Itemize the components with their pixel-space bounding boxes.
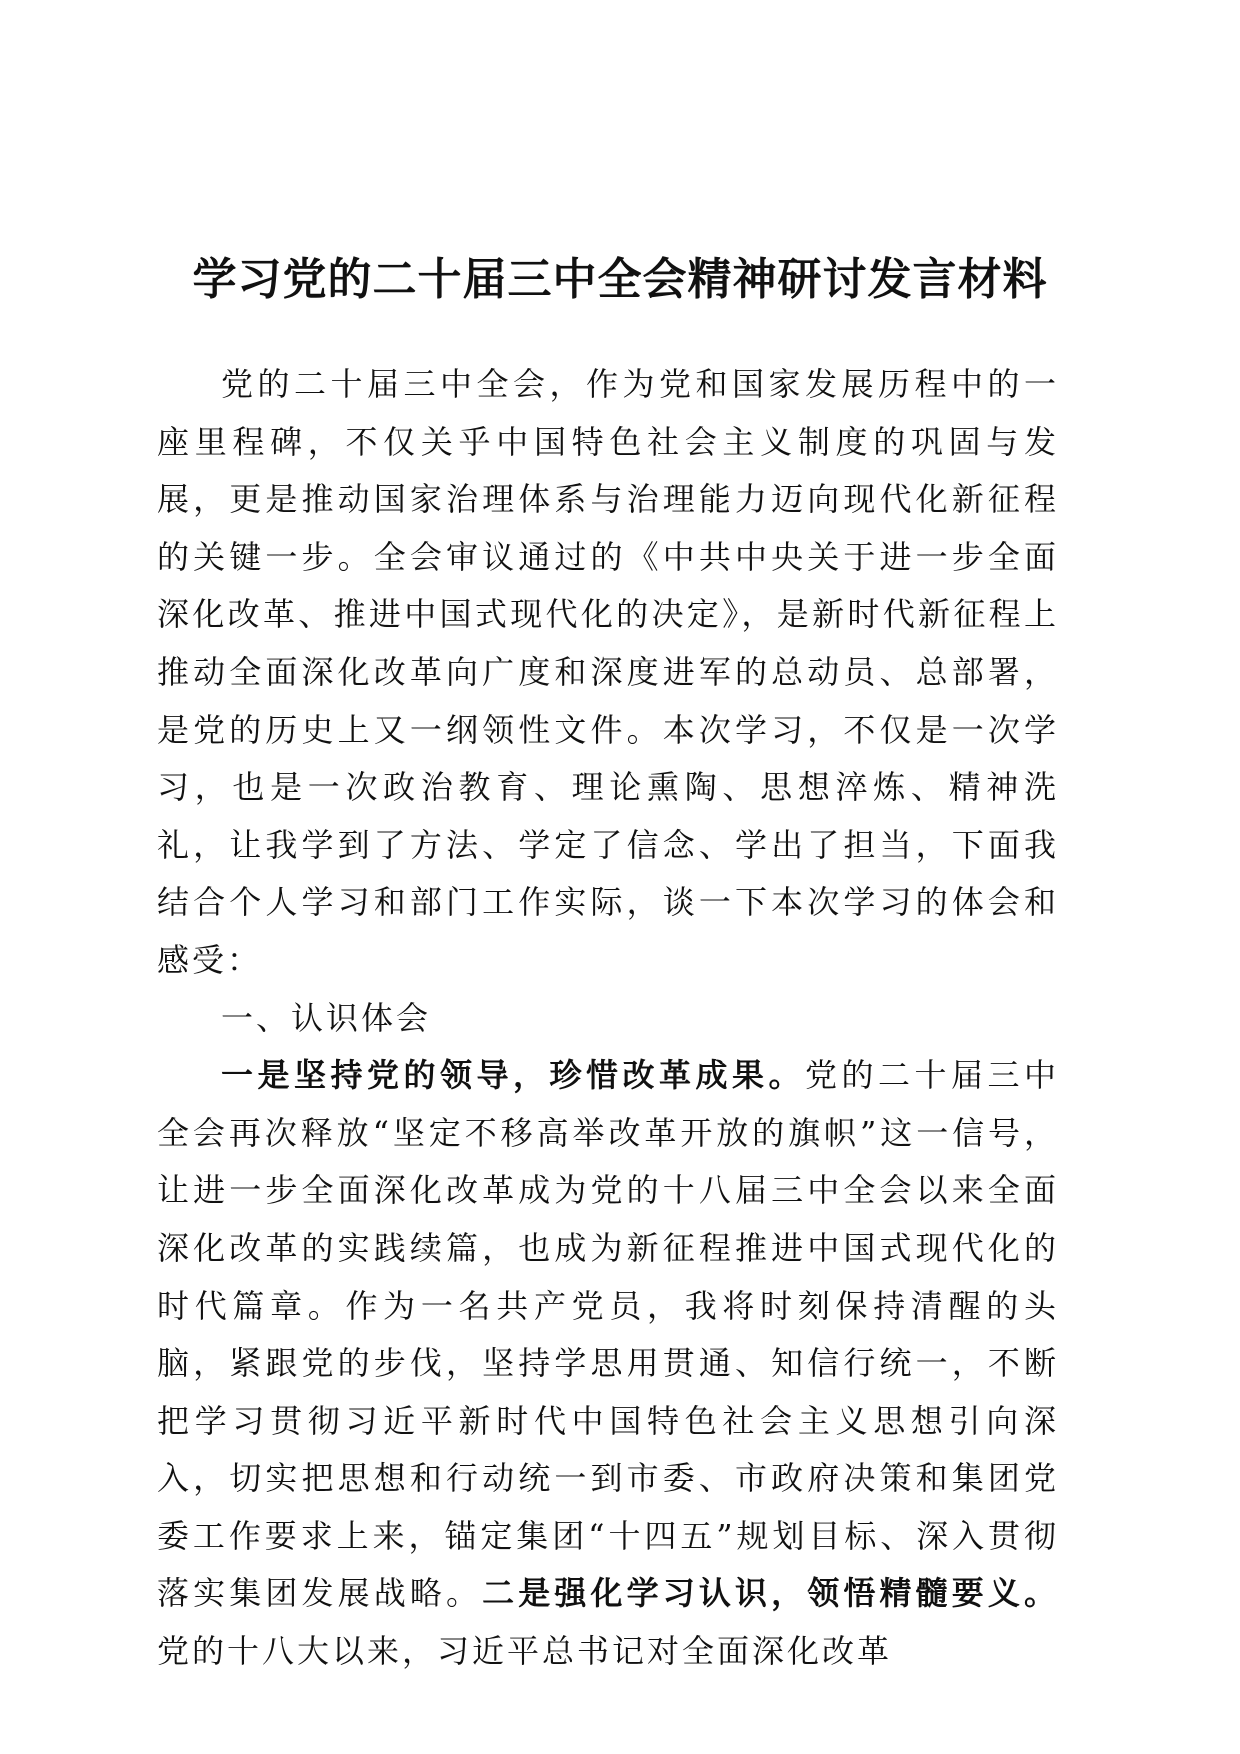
document-body — [157, 356, 1059, 1681]
section-heading: 一、认识体会 — [221, 998, 432, 1037]
point1-text: 党的二十届三中全会再次释放“坚定不移高举改革开放的旗帜”这一信号，让进一步全面深化改革成为党的十八届三中全会以来全面深化改革的实践续篇，也成为新征程推进中国式现代化的时代篇章。作为一名共产党员，我将时刻保持清醒的头脑，紧跟党的步伐，坚持学思用贯通、知信行统一，不断把学习贯彻习近平新时代中国特色社会主义思想引向深入，切实把思想和行动统一到市委、市政府决策和集团党委工作要求上来，锚定集团“十四五”规划目标、深入贯彻落实集团发展战略。 — [157, 1056, 1059, 1613]
document-title: 学习党的二十届三中全会精神研讨发言材料 — [192, 254, 1048, 305]
point2-text: 党的十八大以来，习近平总书记对全面深化改革 — [157, 1632, 893, 1671]
point-paragraph — [157, 1047, 1059, 1681]
point2-lead: 二是强化学习认识，领悟精髓要义。 — [482, 1574, 1059, 1613]
intro-paragraph: 党的二十届三中全会，作为党和国家发展历程中的一座里程碑，不仅关乎中国特色社会主义制度的巩固与发展，更是推动国家治理体系与治理能力迈向现代化新征程的关键一步。全会审议通过的《中共中央关于进一步全面深化改革、推进中国式现代化的决定》，是新时代新征程上推动全面深化改革向广度和深度进军的总动员、总部署，是党的历史上又一纲领性文件。本次学习，不仅是一次学习，也是一次政治教育、理论熏陶、思想淬炼、精神洗礼，让我学到了方法、学定了信念、学出了担当，下面我结合个人学习和部门工作实际，谈一下本次学习的体会和感受： — [157, 365, 1059, 979]
point1-lead: 一是坚持党的领导，珍惜改革成果。 — [221, 1056, 805, 1095]
